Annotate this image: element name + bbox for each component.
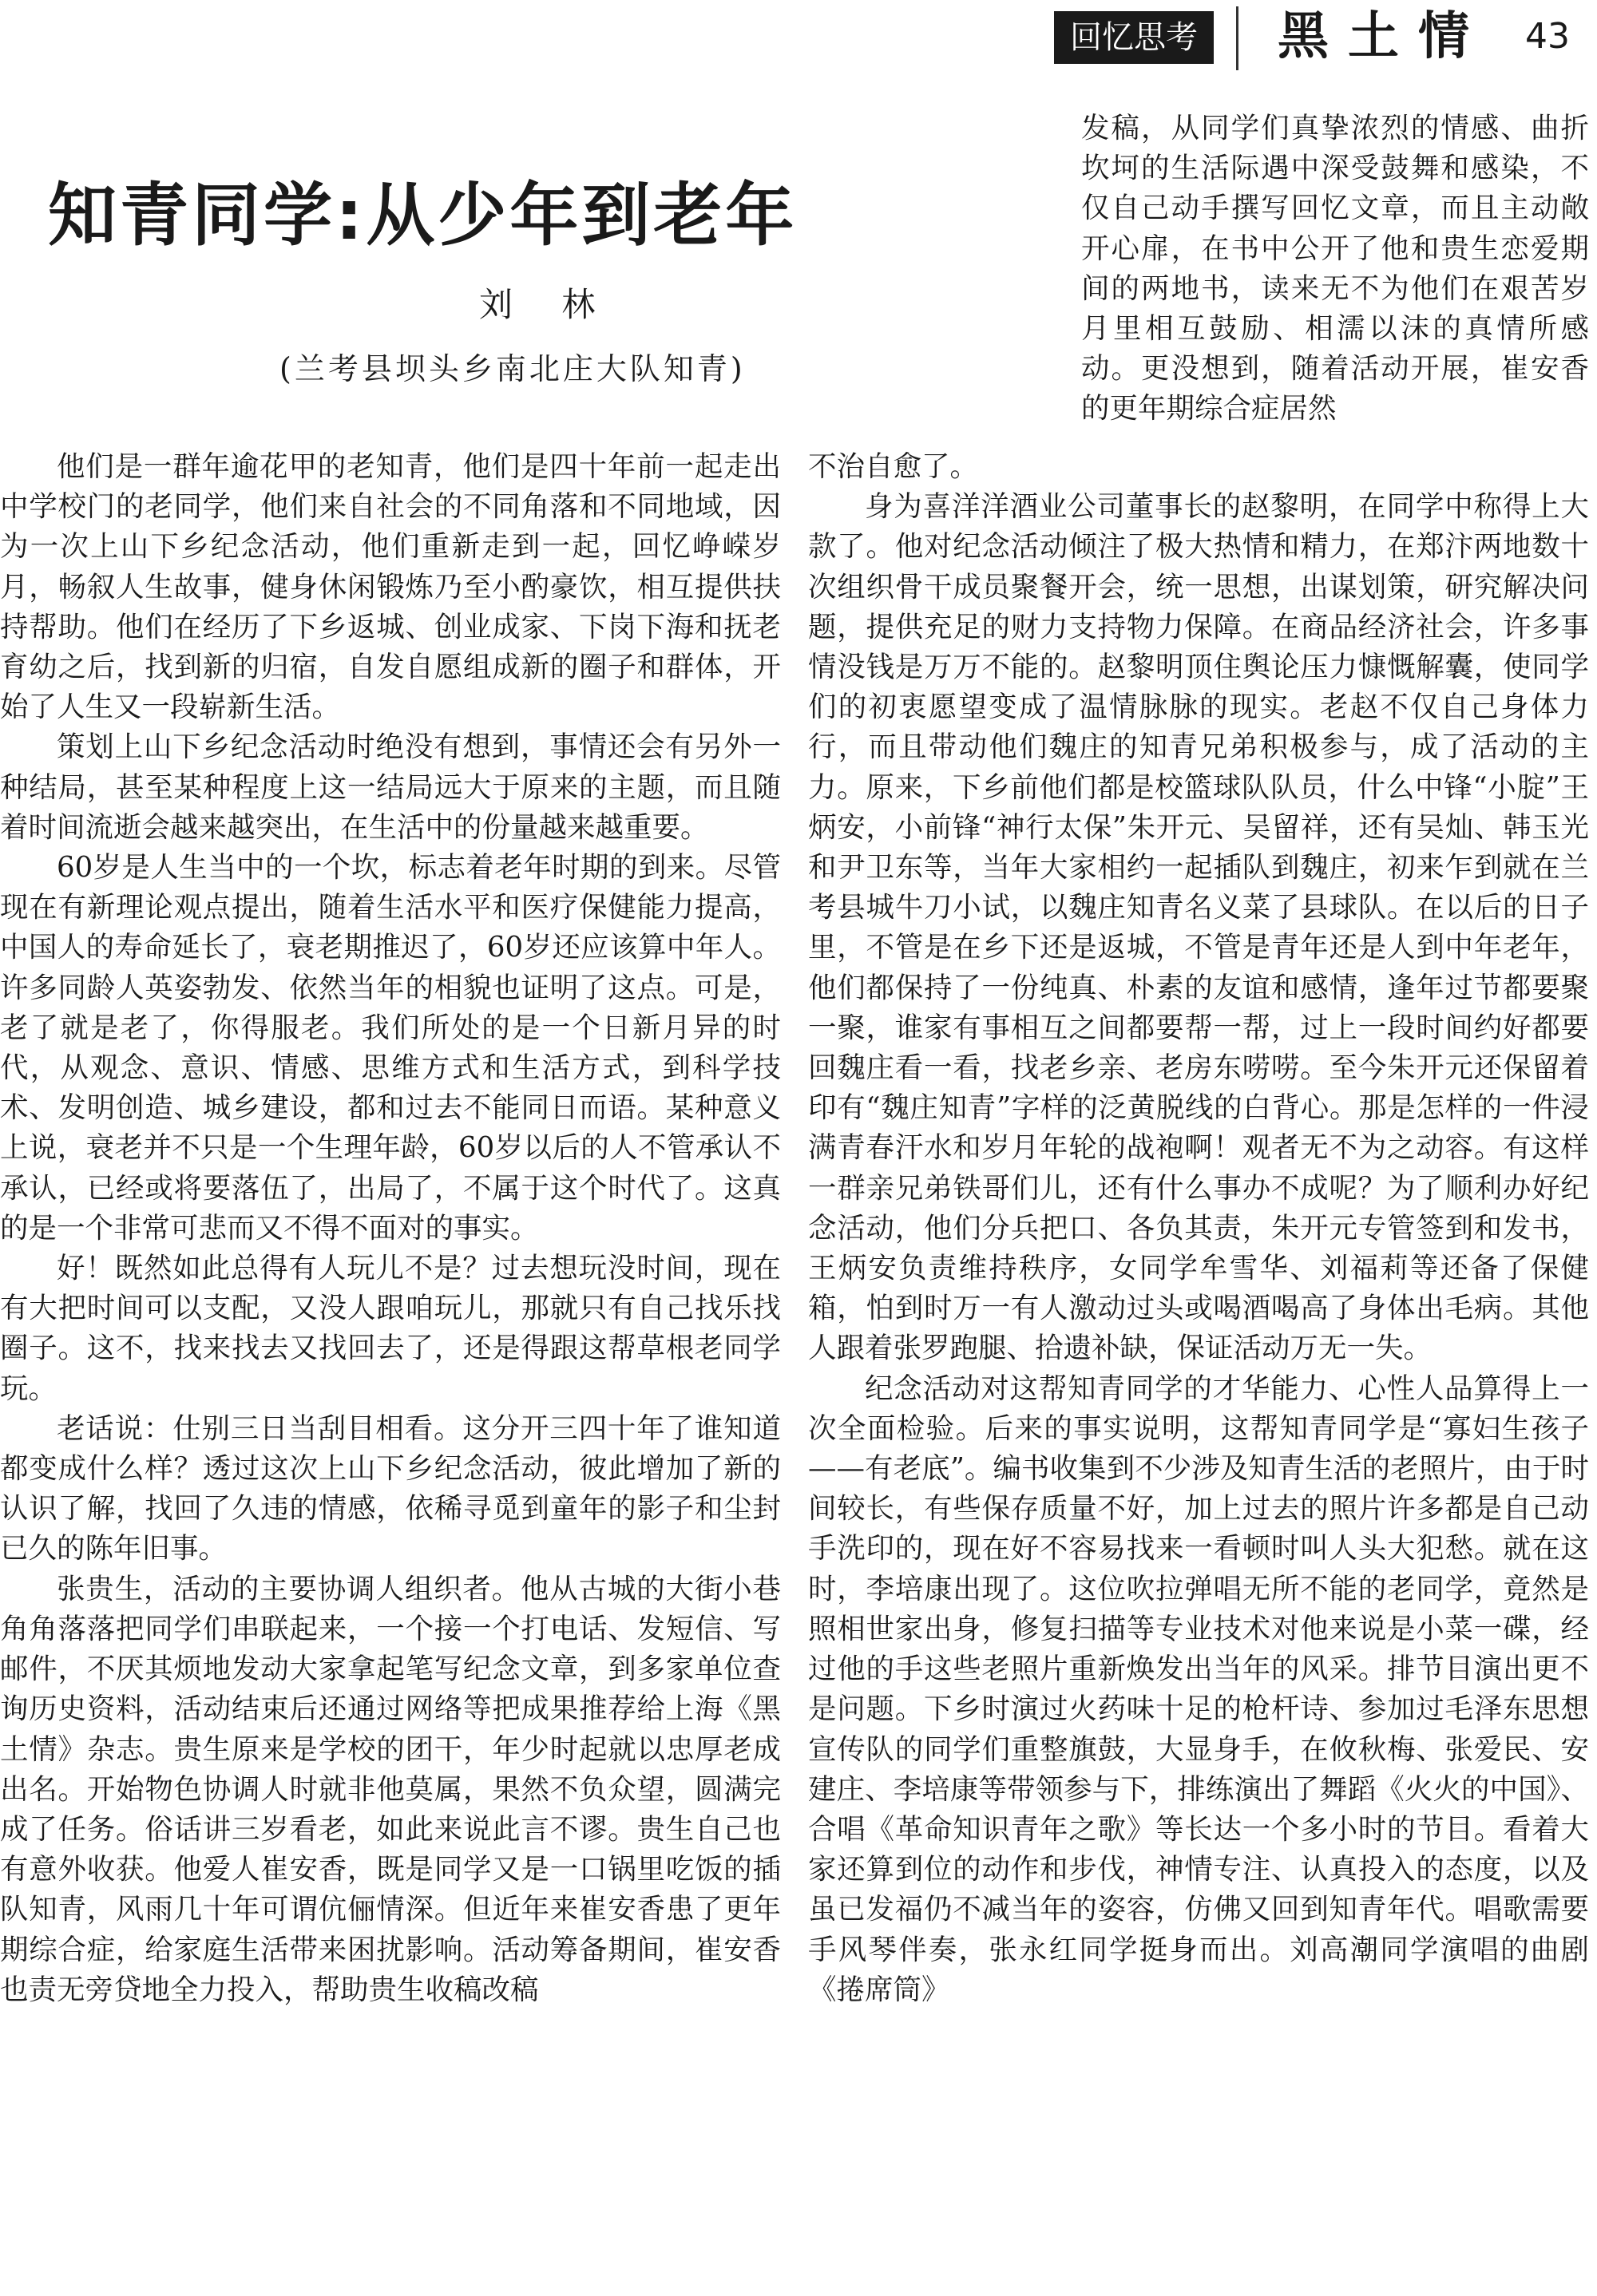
column-2 — [808, 447, 1589, 2296]
paragraph: 纪念活动对这帮知青同学的才华能力、心性人品算得上一次全面检验。后来的事实说明，这帮知青同学是“寡妇生孩子——有老底”。编书收集到不少涉及知青生活的老照片，由于时间较长，有些保存质量不好，加上过去的照片许多都是自己动手洗印的，现在好不容易找来一看顿时叫人头大犯愁。就在这时，李培康出现了。这位吹拉弹唱无所不能的老同学，竟然是照相世家出身，修复扫描等专业技术对他来说是小菜一碟，经过他的手这些老照片重新焕发出当年的风采。排节目演出更不是问题。下乡时演过火药味十足的枪杆诗、参加过毛泽东思想宣传队的同学们重整旗鼓，大显身手，在攸秋梅、张爱民、安建庄、李培康等带领参与下，排练演出了舞蹈《火火的中国》、合唱《革命知识青年之歌》等长达一个多小时的节目。看着大家还算到位的动作和步伐，神情专注、认真投入的态度，以及虽已发福仍不减当年的姿容，仿佛又回到知青年代。唱歌需要手风琴伴奏，张永红同学挺身而出。刘高潮同学演唱的曲剧《捲席筒》 — [808, 1372, 1589, 2006]
paragraph: 策划上山下乡纪念活动时绝没有想到，事情还会有另外一种结局，甚至某种程度上这一结局远大于原来的主题，而且随着时间流逝会越来越突出，在生活中的份量越来越重要。 — [0, 730, 781, 844]
page-header — [0, 0, 1597, 80]
paragraph: 身为喜洋洋酒业公司董事长的赵黎明，在同学中称得上大款了。他对纪念活动倾注了极大热情和精力，在郑汴两地数十次组织骨干成员聚餐开会，统一思想，出谋划策，研究解决问题，提供充足的财力支持物力保障。在商品经济社会，许多事情没钱是万万不能的。赵黎明顶住舆论压力慷慨解囊，使同学们的初衷愿望变成了温情脉脉的现实。老赵不仅自己身体力行，而且带动他们魏庄的知青兄弟积极参与，成了活动的主力。原来，下乡前他们都是校篮球队队员，什么中锋“小腚”王炳安，小前锋“神行太保”朱开元、吴留祥，还有吴灿、韩玉光和尹卫东等，当年大家相约一起插队到魏庄，初来乍到就在兰考县城牛刀小试，以魏庄知青名义菜了县球队。在以后的日子里，不管是在乡下还是返城，不管是青年还是人到中年老年，他们都保持了一份纯真、朴素的友谊和感情，逢年过节都要聚一聚，谁家有事相互之间都要帮一帮，过上一段时间约好都要回魏庄看一看，找老乡亲、老房东唠唠。至今朱开元还保留着印有“魏庄知青”字样的泛黄脱线的白背心。那是怎样的一件浸满青春汗水和岁月年轮的战袍啊！观者无不为之动容。有这样一群亲兄弟铁哥们儿，还有什么事办不成呢？为了顺利办好纪念活动，他们分兵把口、各负其责，朱开元专管签到和发书，王炳安负责维持秩序，女同学牟雪华、刘福莉等还备了保健箱，怕到时万一有人激动过头或喝酒喝高了身体出毛病。其他人跟着张罗跑腿、拾遗补缺，保证活动万无一失。 — [808, 490, 1589, 1365]
article-author: 刘 林 — [479, 285, 615, 324]
paragraph: 老话说：仕别三日当刮目相看。这分开三四十年了谁知道都变成什么样？透过这次上山下乡纪念活动，彼此增加了新的认识了解，找回了久违的情感，依稀寻觅到童年的影子和尘封已久的陈年旧事。 — [0, 1411, 781, 1566]
page-number: 43 — [1525, 16, 1570, 57]
paragraph: 发稿，从同学们真挚浓烈的情感、曲折坎坷的生活际遇中深受鼓舞和感染，不仅自己动手撰写回忆文章，而且主动敞开心扉，在书中公开了他和贵生恋爱期间的两地书，读来无不为他们在艰苦岁月里相互鼓励、相濡以沫的真情所感动。更没想到，随着活动开展，崔安香的更年期综合症居然 — [1081, 112, 1589, 426]
column-2-top — [1081, 109, 1589, 444]
paragraph: 好！既然如此总得有人玩儿不是？过去想玩没时间，现在有大把时间可以支配，又没人跟咱玩儿，那就只有自己找乐找圈子。这不，找来找去又找回去了，还是得跟这帮草根老同学玩。 — [0, 1252, 781, 1405]
column-1 — [0, 447, 781, 2296]
magazine-title: 黑土情 — [1278, 6, 1488, 66]
paragraph: 张贵生，活动的主要协调人组织者。他从古城的大街小巷角角落落把同学们串联起来，一个接一个打电话、发短信、写邮件，不厌其烦地发动大家拿起笔写纪念文章，到多家单位查询历史资料，活动结束后还通过网络等把成果推荐给上海《黑土情》杂志。贵生原来是学校的团干，年少时起就以忠厚老成出名。开始物色协调人时就非他莫属，果然不负众望，圆满完成了任务。俗话讲三岁看老，如此来说此言不谬。贵生自己也有意外收获。他爱人崔安香，既是同学又是一口锅里吃饭的插队知青，风雨几十年可谓伉俪情深。但近年来崔安香患了更年期综合症，给家庭生活带来困扰影响。活动筹备期间，崔安香也责无旁贷地全力投入，帮助贵生收稿改稿 — [0, 1572, 781, 2006]
author-affiliation: (兰考县坝头乡南北庄大队知青) — [279, 351, 746, 386]
header-divider — [1236, 6, 1238, 70]
section-tag: 回忆思考 — [1054, 11, 1214, 64]
article-title: 知青同学:从少年到老年 — [48, 176, 798, 255]
paragraph: 他们是一群年逾花甲的老知青，他们是四十年前一起走出中学校门的老同学，他们来自社会的不同角落和不同地域，因为一次上山下乡纪念活动，他们重新走到一起，回忆峥嵘岁月，畅叙人生故事，健身休闲锻炼乃至小酌豪饮，相互提供扶持帮助。他们在经历了下乡返城、创业成家、下岗下海和抚老育幼之后，找到新的归宿，自发自愿组成新的圈子和群体，开始了人生又一段崭新生活。 — [0, 450, 781, 724]
paragraph: 60岁是人生当中的一个坎，标志着老年时期的到来。尽管现在有新理论观点提出，随着生活水平和医疗保健能力提高，中国人的寿命延长了，衰老期推迟了，60岁还应该算中年人。许多同龄人英姿勃发、依然当年的相貌也证明了这点。可是，老了就是老了，你得服老。我们所处的是一个日新月异的时代，从观念、意识、情感、思维方式和生活方式，到科学技术、发明创造、城乡建设，都和过去不能同日而语。某种意义上说，衰老并不只是一个生理年龄，60岁以后的人不管承认不承认，已经或将要落伍了，出局了，不属于这个时代了。这真的是一个非常可悲而又不得不面对的事实。 — [0, 851, 781, 1245]
paragraph: 不治自愈了。 — [808, 450, 979, 483]
